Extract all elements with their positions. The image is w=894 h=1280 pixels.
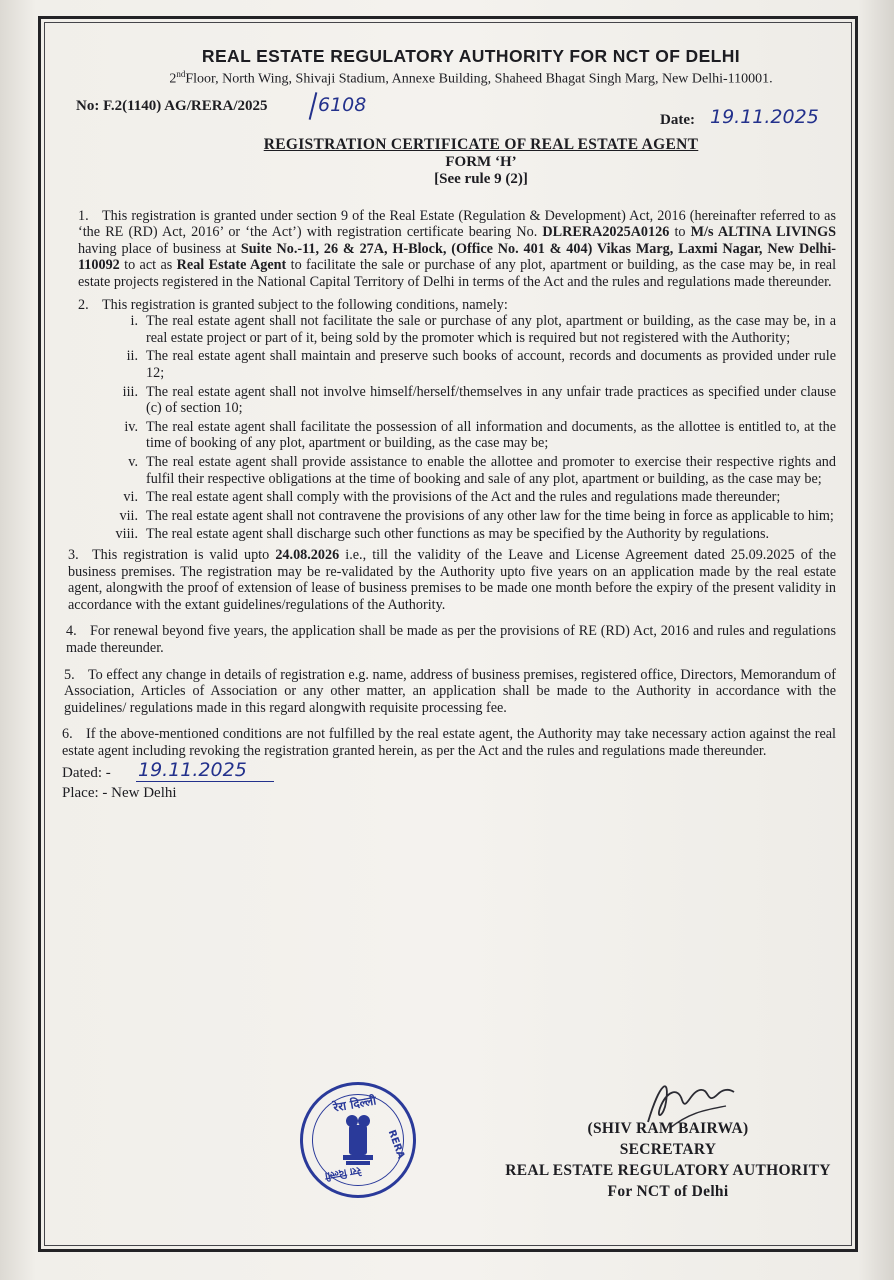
condition-item: viii. The real estate agent shall discharge such other functions as may be specified by the Authority by regulations. <box>115 526 770 543</box>
paragraph-3: 3. This registration is valid upto 24.08.2026 i.e., till the validity of the Leave and License Agreement dated 25.09.2025 of the business premises. The registration may be re-validated by the Authority upto five years on an application made by the real estate agent, alongwith the proof of extension of lease of business premises to be made one month before the expiry of the present validity in accordance with the extant guidelines/regulations of the Authority. <box>68 546 837 613</box>
reference-row <box>62 93 840 128</box>
paragraph-4: 4. For renewal beyond five years, the application shall be made as per the provisions of RE (RD) Act, 2016 and rules and regulations made thereunder. <box>66 623 836 656</box>
valid-upto-date: 24.08.2026 <box>275 546 340 563</box>
condition-item: iv. The real estate agent shall facilitate the possession of all information and documents, as the allottee is entitled to, at the time of booking of any plot, apartment or building, as the case may be; <box>124 418 836 452</box>
form-label: FORM ‘H’ <box>445 153 517 170</box>
authority-address: 2ndFloor, North Wing, Shivaji Stadium, Annexe Building, Shaheed Bhagat Singh Marg, New Delhi-110001. <box>169 69 773 87</box>
paragraph-6: 6. If the above-mentioned conditions are not fulfilled by the real estate agent, the Authority may take necessary action against the real estate agent including revoking the registration granted herein, as per the Act and the rules and regulations made thereunder. <box>62 726 836 759</box>
condition-item: v. The real estate agent shall provide assistance to enable the allottee and promoter to exercise their respective rights and fulfil their respective obligations at the time of booking and sale of any plot, apartment or building, as the case may be; <box>128 453 836 487</box>
reference-number: No: F.2(1140) AG/RERA/2025 <box>76 97 268 114</box>
rule-reference: [See rule 9 (2)] <box>434 170 528 187</box>
dated-row <box>62 761 840 783</box>
condition-item: vii. The real estate agent shall not contravene the provisions of any other law for the time being in force as applicable to him; <box>119 507 834 524</box>
condition-item: iii. The real estate agent shall not involve himself/herself/themselves in any unfair trade practices as specified under clause (c) of section 10; <box>122 383 836 417</box>
agent-role: Real Estate Agent <box>176 257 287 274</box>
certificate-content <box>62 46 840 802</box>
signatory-organization: REAL ESTATE REGULATORY AUTHORITY <box>505 1162 831 1179</box>
place-row: Place: - New Delhi <box>62 785 177 802</box>
date-label: Date: <box>660 111 695 128</box>
authority-title: REAL ESTATE REGULATORY AUTHORITY FOR NCT OF DELHI <box>201 46 741 66</box>
certificate-title: REGISTRATION CERTIFICATE OF REAL ESTATE AGENT <box>263 135 699 153</box>
paragraph-5: 5. To effect any change in details of registration e.g. name, address of business premises, registered office, Directors, Memorandum of Association, Articles of Association or any other matter, an application shall be made to the Authority in accordance with the guidelines/ regulations made in this regard alongwith requisite processing fee. <box>64 666 836 716</box>
business-address: Suite No.-11, 26 & 27A, H-Block, (Office No. 401 & 404) Vikas Marg, Laxmi Nagar, New Delhi-110092 <box>78 240 836 274</box>
dated-underline <box>136 781 274 782</box>
signatory-name: (SHIV RAM BAIRWA) <box>587 1120 749 1137</box>
agent-name: M/s ALTINA LIVINGS <box>690 224 837 241</box>
registration-number: DLRERA2025A0126 <box>542 224 670 241</box>
dated-label: Dated: - <box>62 765 111 782</box>
seal-bottom-text: रेरा दिल्ली <box>324 1163 362 1182</box>
signatory-block <box>472 1118 864 1202</box>
condition-item: i. The real estate agent shall not facilitate the sale or purchase of any plot, apartment or building, as the case may be, in a real estate project or part of it, being sold by the promoter which is required but not registered with the Authority; <box>130 313 836 346</box>
handwritten-number: 6108 <box>318 93 367 116</box>
signatory-designation: SECRETARY <box>619 1141 717 1158</box>
place-value: New Delhi <box>111 785 177 802</box>
seal-top-text: रेरा दिल्ली <box>332 1093 378 1115</box>
condition-item: ii. The real estate agent shall maintain and preserve such books of account, records and documents as provided under rule 12; <box>126 348 836 381</box>
paragraph-2: 2. This registration is granted subject to the following conditions, namely: <box>78 296 508 313</box>
handwritten-date: 19.11.2025 <box>710 105 819 128</box>
rera-seal-stamp <box>300 1082 416 1198</box>
seal-side-text: RERA <box>385 1128 407 1161</box>
paragraph-1: 1. This registration is granted under section 9 of the Real Estate (Regulation & Development) Act, 2016 (hereinafter referred to as ‘the RE (RD) Act, 2016’ or ‘the Act’) with registration certificate bearing No. DLRERA2025A0126 to M/s ALTINA LIVINGS having place of business at Suite No.-11, 26 & 27A, H-Block, (Office No. 401 & 404) Vikas Marg, Laxmi Nagar, New Delhi-110092 to act as Real Estate Agent to facilitate the sale or purchase of any plot, apartment or building, as the case may be, in real estate projects registered in the National Capital Territory of Delhi in terms of the Act and the rules and regulations made thereunder. <box>78 207 837 291</box>
signatory-jurisdiction: For NCT of Delhi <box>607 1183 729 1200</box>
handwritten-dated: 19.11.2025 <box>138 759 247 782</box>
slash-mark <box>309 92 318 120</box>
condition-item: vi. The real estate agent shall comply with the provisions of the Act and the rules and regulations made thereunder; <box>123 489 781 506</box>
